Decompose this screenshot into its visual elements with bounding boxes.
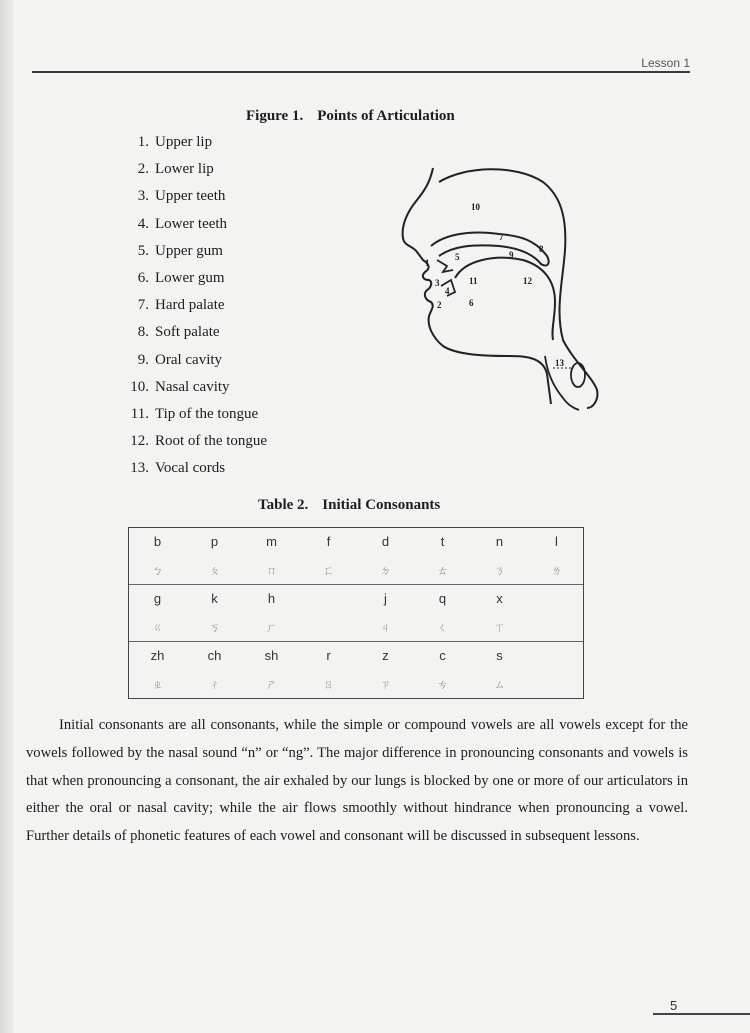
legend-number: 13. (130, 460, 149, 477)
pinyin-initial: z (382, 648, 389, 663)
legend-item (120, 216, 267, 243)
legend-number: 9. (137, 351, 149, 368)
diagram-label: 3 (435, 278, 440, 288)
table-caption: Initial Consonants (322, 497, 441, 513)
legend-item (120, 352, 267, 379)
legend-number: 3. (137, 188, 149, 205)
legend-item (120, 161, 267, 188)
pinyin-initial: m (266, 534, 277, 549)
legend-label: Root of the tongue (155, 433, 268, 450)
diagram-label: 12 (523, 276, 532, 286)
pinyin-initial: zh (150, 648, 165, 663)
back-of-head (439, 169, 597, 408)
zhuyin-symbol: ㄔ (209, 679, 220, 691)
diagram-label: 10 (471, 202, 480, 212)
legend-item (120, 270, 267, 297)
figure-number: Figure 1. (246, 108, 304, 124)
pinyin-initial: l (555, 534, 558, 549)
diagram-label: 6 (469, 298, 474, 308)
pinyin-initial: h (267, 591, 276, 606)
pinyin-initial: k (211, 591, 218, 606)
header-rule (32, 71, 690, 73)
page-binding-shadow (0, 0, 14, 1033)
diagram-label: 5 (455, 252, 460, 262)
zhuyin-symbol: ㄕ (266, 679, 277, 691)
consonant-table (128, 527, 584, 699)
zhuyin-symbol: ㄙ (494, 679, 505, 691)
legend-item (120, 433, 267, 460)
legend-number: 7. (137, 297, 149, 314)
zhuyin-symbol: ㄈ (323, 565, 334, 577)
pinyin-initial: x (496, 591, 503, 606)
diagram-label: 2 (437, 300, 442, 310)
legend-label: Soft palate (155, 324, 220, 341)
legend-label: Lower gum (155, 269, 225, 286)
pinyin-initial: b (153, 534, 162, 549)
zhuyin-symbol: ㄆ (209, 565, 220, 577)
pinyin-initial: p (210, 534, 219, 549)
legend-number: 11. (130, 405, 149, 422)
legend-item (120, 460, 267, 487)
diagram-label: 4 (445, 286, 450, 296)
legend-label: Oral cavity (155, 351, 223, 368)
pinyin-initial: s (496, 648, 503, 663)
pinyin-initial: j (384, 591, 387, 606)
figure-caption: Points of Articulation (317, 108, 455, 124)
table-row (129, 642, 583, 698)
pinyin-initial: d (381, 534, 390, 549)
vocal-cords (571, 363, 585, 387)
zhuyin-symbol: ㄊ (437, 565, 448, 577)
zhuyin-symbol: ㄉ (380, 565, 391, 577)
legend-number: 1. (137, 134, 149, 150)
zhuyin-symbol: ㄓ (152, 679, 163, 691)
zhuyin-symbol: ㄘ (437, 679, 448, 691)
legend-item (120, 188, 267, 215)
legend-number: 8. (137, 324, 149, 341)
zhuyin-symbol: ㄎ (209, 622, 220, 634)
zhuyin-symbol: ㄅ (152, 565, 163, 577)
legend-number: 12. (130, 433, 149, 450)
palate-line (431, 233, 549, 266)
zhuyin-symbol: ㄗ (380, 679, 391, 691)
articulation-diagram (395, 160, 605, 415)
diagram-label: 11 (469, 276, 478, 286)
legend-number: 4. (137, 215, 149, 232)
pinyin-initial: sh (264, 648, 279, 663)
lesson-label: Lesson 1 (641, 56, 690, 70)
zhuyin-symbol: ㄌ (551, 565, 562, 577)
pinyin-initial: ch (207, 648, 222, 663)
legend-item (120, 134, 267, 161)
table-title (258, 497, 454, 514)
table-row (129, 528, 583, 585)
diagram-label: 8 (539, 244, 544, 254)
pinyin-initial: t (440, 534, 445, 549)
page-number: 5 (670, 998, 678, 1013)
diagram-label: 9 (509, 250, 514, 260)
legend-label: Hard palate (155, 297, 225, 314)
legend-item (120, 379, 267, 406)
zhuyin-symbol: ㄑ (437, 622, 448, 634)
figure-title (246, 108, 469, 125)
legend-number: 10. (130, 378, 149, 395)
zhuyin-symbol: ㄒ (494, 622, 505, 634)
zhuyin-symbol: ㄖ (323, 679, 334, 691)
articulation-legend (120, 134, 267, 487)
pinyin-initial: g (153, 591, 162, 606)
legend-item (120, 324, 267, 351)
zhuyin-symbol: ㄇ (266, 565, 277, 577)
pinyin-initial: c (439, 648, 446, 663)
zhuyin-symbol: ㄏ (266, 622, 277, 634)
pinyin-initial: r (326, 648, 331, 663)
legend-label: Lower lip (155, 161, 214, 178)
table-number: Table 2. (258, 497, 309, 513)
diagram-label: 7 (499, 232, 504, 242)
legend-label: Upper gum (155, 242, 223, 259)
legend-label: Upper lip (155, 134, 213, 150)
legend-label: Tip of the tongue (155, 405, 259, 422)
zhuyin-symbol: ㄋ (494, 565, 505, 577)
legend-label: Nasal cavity (155, 378, 230, 395)
body-text (26, 712, 688, 851)
legend-number: 5. (137, 242, 149, 259)
legend-number: 2. (137, 161, 149, 178)
legend-label: Vocal cords (155, 460, 226, 477)
pinyin-initial: n (495, 534, 504, 549)
legend-item (120, 297, 267, 324)
table-row (129, 585, 583, 642)
legend-label: Upper teeth (155, 188, 226, 205)
zhuyin-symbol: ㄍ (152, 622, 163, 634)
legend-item (120, 243, 267, 270)
legend-item (120, 406, 267, 433)
zhuyin-symbol: ㄐ (380, 622, 391, 634)
body-paragraph: Initial consonants are all consonants, while the simple or compound vowels are all vowels except for the vowels followed by the nasal sound “n” or “ng”. The major difference in pronouncing consonants and vowels is that when pronouncing a consonant, the air exhaled by our lungs is blocked by one or more of our articulators in either the oral or nasal cavity; while the air flows smoothly without hindrance when pronouncing a vowel. Further details of phonetic features of each vowel and consonant will be discussed in subsequent lessons. (26, 717, 688, 845)
legend-number: 6. (137, 269, 149, 286)
pinyin-initial: f (326, 534, 331, 549)
diagram-label: 13 (555, 358, 564, 368)
diagram-label: 1 (425, 258, 430, 268)
legend-label: Lower teeth (155, 215, 228, 232)
pinyin-initial: q (438, 591, 447, 606)
footer-rule (653, 1013, 750, 1015)
